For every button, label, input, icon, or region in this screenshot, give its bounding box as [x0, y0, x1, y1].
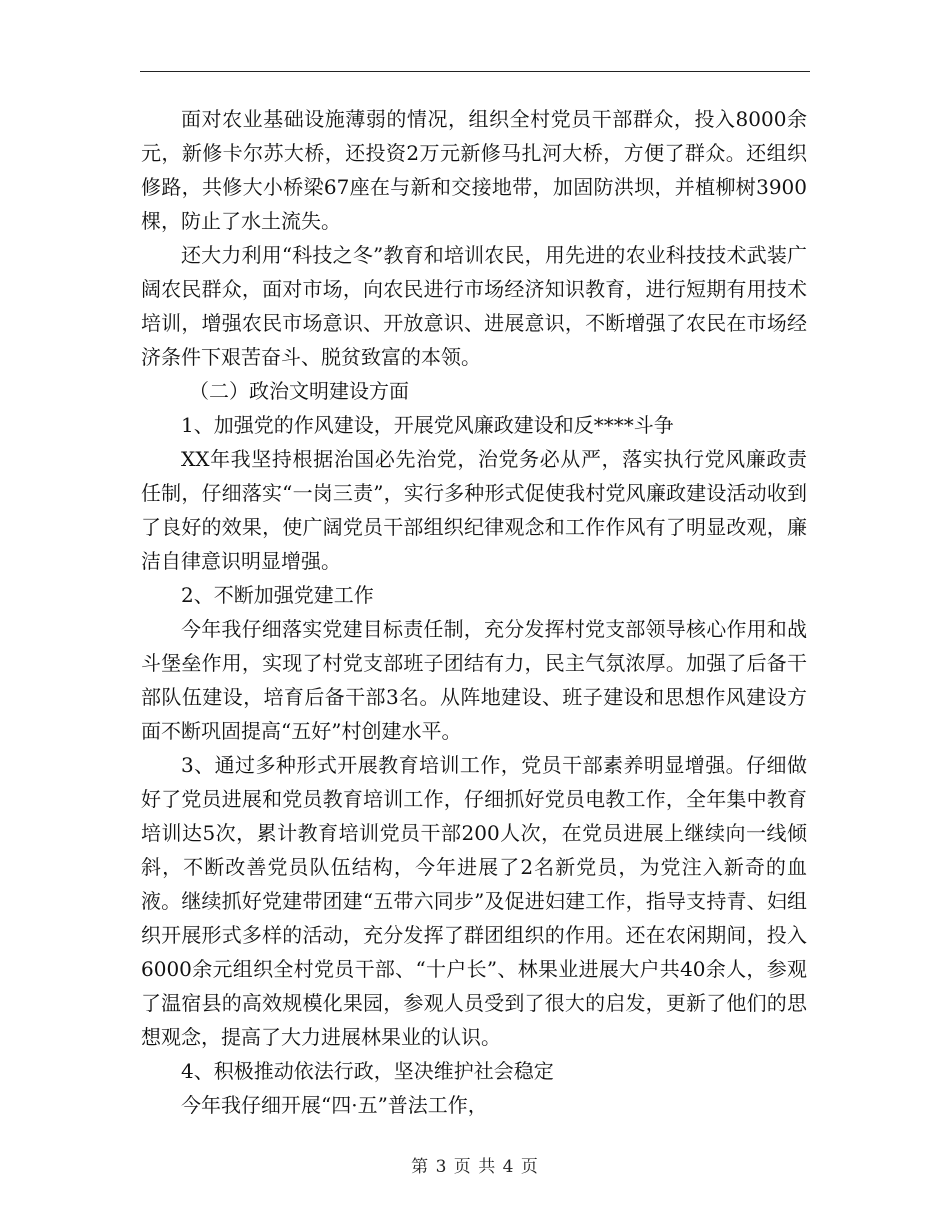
paragraph-party-building: 今年我仔细落实党建目标责任制，充分发挥村党支部领导核心作用和战斗堡垒作用，实现了村党支部班子团结有力，民主气氛浓厚。加强了后备干部队伍建设，培育后备干部3名。从阵地建设、班子建设和思想作风建设方面不断巩固提高“五好”村创建水平。: [141, 617, 807, 743]
paragraph-anti-corruption: XX年我坚持根据治国必先治党，治党务必从严，落实执行党风廉政责任制，仔细落实“一岗三责”，实行多种形式促使我村党风廉政建设活动收到了良好的效果，使广阔党员干部组织纪律观念和工作作风有了明显改观，廉洁自律意识明显增强。: [141, 447, 807, 573]
subheading-party-building: 2、不断加强党建工作: [181, 583, 374, 607]
paragraph-legal-education: 今年我仔细开展“四·五”普法工作，: [181, 1093, 488, 1117]
paragraph-tech-training: 还大力利用“科技之冬”教育和培训农民，用先进的农业科技技术武装广阔农民群众，面对市场，向农民进行市场经济知识教育，进行短期有用技术培训，增强农民市场意识、开放意识、进展意识，不断增强了农民在市场经济条件下艰苦奋斗、脱贫致富的本领。: [141, 243, 807, 369]
page-footer: 第 3 页 共 4 页: [411, 1157, 539, 1177]
header-rule: [140, 71, 810, 72]
section-heading-political: （二）政治文明建设方面: [189, 379, 409, 403]
paragraph-education-training: 3、通过多种形式开展教育培训工作，党员干部素养明显增强。仔细做好了党员进展和党员教育培训工作，仔细抓好党员电教工作，全年集中教育培训达5次，累计教育培训党员干部200人次，在党员进展上继续向一线倾斜，不断改善党员队伍结构，今年进展了2名新党员，为党注入新奇的血液。继续抓好党建带团建“五带六同步”及促进妇建工作，指导支持青、妇组织开展形式多样的活动，充分发挥了群团组织的作用。还在农闲期间，投入6000余元组织全村党员干部、“十户长”、林果业进展大户共40余人，参观了温宿县的高效规模化果园，参观人员受到了很大的启发，更新了他们的思想观念，提高了大力进展林果业的认识。: [141, 753, 807, 1049]
subheading-party-style: 1、加强党的作风建设，开展党风廉政建设和反****斗争: [181, 413, 674, 437]
document-body: [141, 102, 807, 1122]
subheading-rule-of-law: 4、积极推动依法行政，坚决维护社会稳定: [181, 1059, 554, 1083]
paragraph-infrastructure: 面对农业基础设施薄弱的情况，组织全村党员干部群众，投入8000余元，新修卡尔苏大桥，还投资2万元新修马扎河大桥，方便了群众。还组织修路，共修大小桥梁67座在与新和交接地带，加固防洪坝，并植柳树3900棵，防止了水土流失。: [141, 107, 807, 233]
